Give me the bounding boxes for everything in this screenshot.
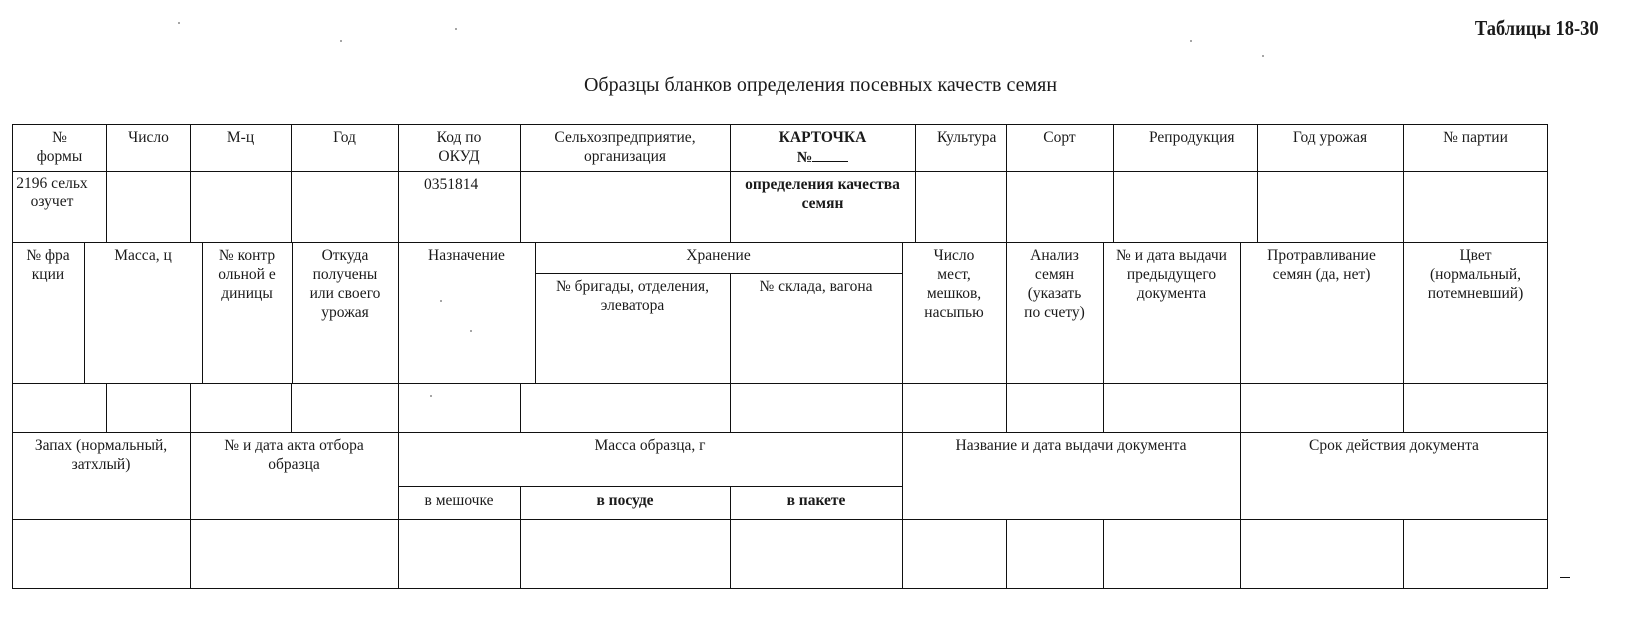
header-variety: Сорт (1043, 129, 1076, 146)
grid-line (190, 519, 191, 589)
form-number-value: 2196 сельхозучет (16, 175, 88, 210)
scan-speck (178, 22, 180, 24)
header-origin: Откуда получены или своего урожая (309, 247, 381, 321)
grid-line (1257, 124, 1258, 242)
card-number-prefix: № (796, 149, 813, 166)
header-batch-no: № партии (1443, 129, 1508, 146)
grid-line (190, 124, 191, 242)
header-act: № и дата акта отбора образца (224, 437, 364, 473)
grid-line (1403, 242, 1404, 383)
grid-line (190, 383, 191, 432)
grid-line (1006, 124, 1007, 242)
grid-line (12, 588, 1548, 589)
grid-line (902, 519, 903, 589)
card-number (734, 147, 911, 167)
header-harvest-year: Год урожая (1292, 129, 1368, 146)
grid-line (291, 124, 292, 242)
grid-line (398, 432, 399, 519)
scan-speck (455, 28, 457, 30)
header-analysis: Анализ семян (указать по счету) (1024, 247, 1085, 321)
grid-line (1103, 242, 1104, 383)
header-places: Число мест, мешков, насыпью (924, 247, 984, 321)
grid-line (12, 124, 1548, 125)
grid-line (12, 171, 1548, 172)
grid-line (398, 486, 902, 487)
header-in-dish: в посуде (596, 492, 654, 509)
header-mass: Масса, ц (114, 247, 172, 264)
header-control-unit-no: № контрольной единицы (218, 247, 276, 302)
grid-line (106, 124, 107, 242)
grid-line (730, 486, 731, 519)
grid-line (1006, 519, 1007, 589)
grid-line (1240, 432, 1241, 519)
scan-speck (430, 395, 432, 397)
grid-line (1240, 519, 1241, 589)
grid-line (398, 383, 399, 432)
grid-line (730, 124, 731, 242)
header-doc-name: Название и дата выдачи документа (955, 437, 1187, 454)
header-in-bag: в мешочке (424, 492, 494, 509)
grid-line (730, 383, 731, 432)
header-brigade: № бригады, отделения, элеватора (556, 278, 709, 314)
grid-line (398, 519, 399, 589)
header-in-packet: в пакете (786, 492, 846, 509)
header-okud-code: Код по ОКУД (436, 129, 482, 165)
header-treatment: Протравливание семян (да, нет) (1267, 247, 1376, 283)
grid-line (398, 242, 399, 383)
header-smell: Запах (нормальный, затхлый) (34, 437, 168, 473)
okud-code-value: 0351814 (424, 176, 479, 193)
grid-line (291, 383, 292, 432)
scan-speck (340, 40, 342, 42)
header-reproduction: Репродукция (1149, 129, 1235, 146)
header-form-no: № формы (36, 129, 83, 165)
grid-line (902, 383, 903, 432)
table-number-label: Таблицы 18-30 (1475, 16, 1599, 40)
grid-line (1103, 383, 1104, 432)
grid-line (1113, 124, 1114, 242)
grid-line (1006, 242, 1007, 383)
card-title: КАРТОЧКА (778, 129, 867, 146)
header-purpose: Назначение (428, 247, 505, 264)
grid-line (520, 383, 521, 432)
grid-line (106, 383, 107, 432)
header-validity: Срок действия документа (1309, 437, 1479, 454)
header-sample-mass: Масса образца, г (594, 437, 706, 454)
header-prev-doc: № и дата выдачи предыдущего документа (1116, 247, 1227, 302)
grid-line (12, 242, 1548, 243)
header-storage: Хранение (686, 247, 751, 264)
header-month: М-ц (226, 129, 255, 146)
grid-line (1240, 383, 1241, 432)
grid-line (84, 242, 85, 383)
grid-line (520, 124, 521, 242)
card-subtitle: определения качества семян (745, 176, 900, 212)
grid-line (12, 124, 13, 589)
grid-line (12, 519, 1548, 520)
grid-line (292, 242, 293, 383)
grid-line (1403, 383, 1404, 432)
scan-speck (440, 300, 442, 302)
grid-line (190, 432, 191, 519)
header-warehouse: № склада, вагона (759, 278, 873, 295)
grid-line (398, 124, 399, 242)
header-enterprise: Сельхозпредприятие, организация (554, 129, 696, 165)
grid-line (915, 124, 916, 242)
grid-line (535, 273, 902, 274)
header-card (730, 125, 915, 171)
grid-line (12, 432, 1548, 433)
scan-speck (470, 330, 472, 332)
header-crop: Культура (937, 129, 997, 146)
grid-line (730, 273, 731, 383)
grid-line (12, 383, 1548, 384)
grid-line (1403, 519, 1404, 589)
margin-tick (1560, 577, 1570, 578)
grid-line (1240, 242, 1241, 383)
header-day: Число (128, 129, 169, 146)
scan-speck (1190, 40, 1192, 42)
grid-line (202, 242, 203, 383)
card-number-blank (812, 147, 848, 162)
header-year: Год (333, 129, 356, 146)
header-color: Цвет (нормальный, потемневший) (1427, 247, 1524, 302)
grid-line (902, 432, 903, 519)
grid-line (535, 242, 536, 383)
grid-line (730, 519, 731, 589)
grid-line (1547, 124, 1548, 589)
grid-line (520, 486, 521, 519)
header-fraction-no: № фракции (26, 247, 70, 283)
grid-line (1403, 124, 1404, 242)
grid-line (902, 242, 903, 383)
grid-line (520, 519, 521, 589)
scan-speck (1262, 55, 1264, 57)
grid-line (1103, 519, 1104, 589)
document-title: Образцы бланков определения посевных качеств семян (583, 74, 1058, 96)
grid-line (1006, 383, 1007, 432)
